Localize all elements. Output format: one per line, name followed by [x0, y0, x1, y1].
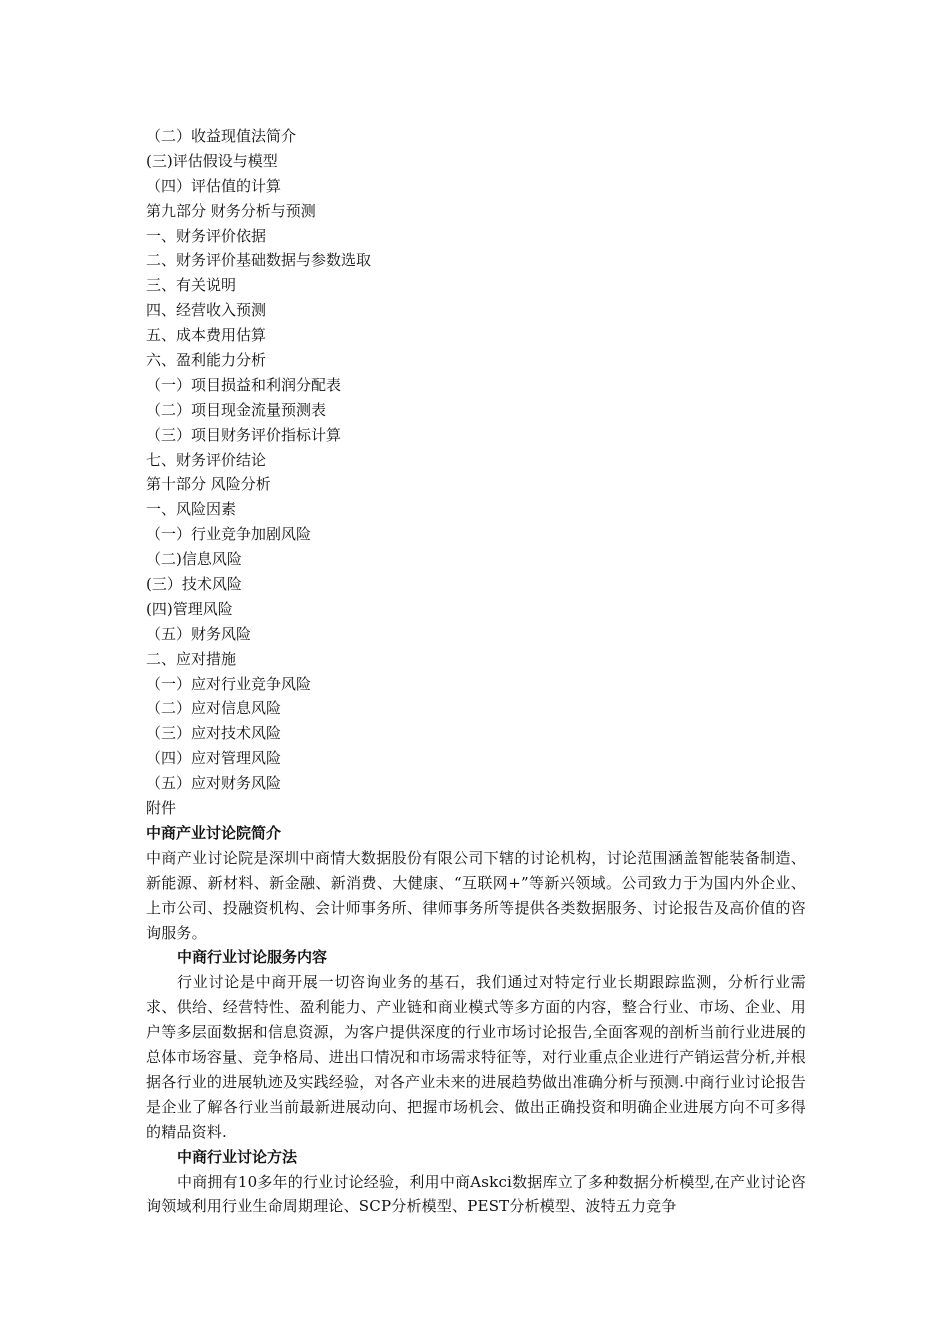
section-body-methods: 中商拥有10多年的行业讨论经验，利用中商Askci数据库立了多种数据分析模型,在产业讨论咨询领域利用行业生命周期理论、SCP分析模型、PEST分析模型、波特五力竞争	[146, 1172, 806, 1216]
toc-line: （一）项目损益和利润分配表	[146, 375, 342, 394]
toc-line: 四、经营收入预测	[146, 301, 267, 320]
toc-line: （三）应对技术风险	[146, 724, 282, 743]
toc-line: 二、应对措施	[146, 649, 237, 668]
toc-part-heading: 第九部分 财务分析与预测	[146, 201, 316, 220]
toc-line: （二）收益现值法简介	[146, 127, 297, 145]
toc-line: （二)信息风险	[146, 550, 242, 569]
toc-line: 五、成本费用估算	[146, 326, 267, 345]
toc-appendix: 附件	[146, 799, 177, 818]
toc-line: （二）项目现金流量预测表	[146, 400, 327, 419]
section-heading-intro: 中商产业讨论院简介	[146, 823, 282, 842]
toc-line: 一、财务评价依据	[146, 226, 267, 245]
section-heading-methods: 中商行业讨论方法	[177, 1147, 298, 1166]
toc-line: （一）行业竞争加剧风险	[146, 525, 312, 544]
toc-line: （二）应对信息风险	[146, 699, 282, 718]
section-body-services: 行业讨论是中商开展一切咨询业务的基石，我们通过对特定行业长期跟踪监测，分析行业需求、供给、经营特性、盈利能力、产业链和商业模式等多方面的内容，整合行业、市场、企业、用户等多层面数据和信息资源，为客户提供深度的行业市场讨论报告,全面客观的剖析当前行业进展的总体市场容量、竞争格局、进出口情况和市场需求特征等，对行业重点企业进行产销运营分析,并根据各行业的进展轨迹及实践经验，对各产业未来的进展趋势做出准确分析与预测.中商行业讨论报告是企业了解各行业当前最新进展动向、把握市场机会、做出正确投资和明确企业进展方向不可多得的精品资料.	[146, 973, 806, 1141]
toc-line: 三、有关说明	[146, 276, 237, 295]
section-heading-services: 中商行业讨论服务内容	[177, 948, 328, 967]
toc-line: 二、财务评价基础数据与参数选取	[146, 251, 372, 270]
toc-line: (三)评估假设与模型	[146, 151, 278, 170]
toc-line: (四)管理风险	[146, 599, 233, 618]
toc-line: （三）项目财务评价指标计算	[146, 425, 342, 444]
section-body-intro: 中商产业讨论院是深圳中商情大数据股份有限公司下辖的讨论机构，讨论范围涵盖智能装备制造、新能源、新材料、新金融、新消费、大健康、“互联网+”等新兴领域。公司致力于为国内外企业、上市公司、投融资机构、会计师事务所、律师事务所等提供各类数据服务、讨论报告及高价值的咨询服务。	[146, 848, 806, 942]
toc-line: （五）财务风险	[146, 624, 252, 643]
toc-line: （四）应对管理风险	[146, 749, 282, 768]
toc-line: (三）技术风险	[146, 575, 242, 594]
toc-line: （五）应对财务风险	[146, 774, 282, 793]
toc-part-heading: 第十部分 风险分析	[146, 475, 271, 494]
toc-line: 六、盈利能力分析	[146, 351, 267, 370]
toc-line: （四）评估值的计算	[146, 176, 282, 195]
toc-line: 一、风险因素	[146, 500, 237, 519]
document-page	[146, 124, 806, 1219]
toc-line: （一）应对行业竞争风险	[146, 674, 312, 693]
toc-line: 七、财务评价结论	[146, 450, 267, 469]
